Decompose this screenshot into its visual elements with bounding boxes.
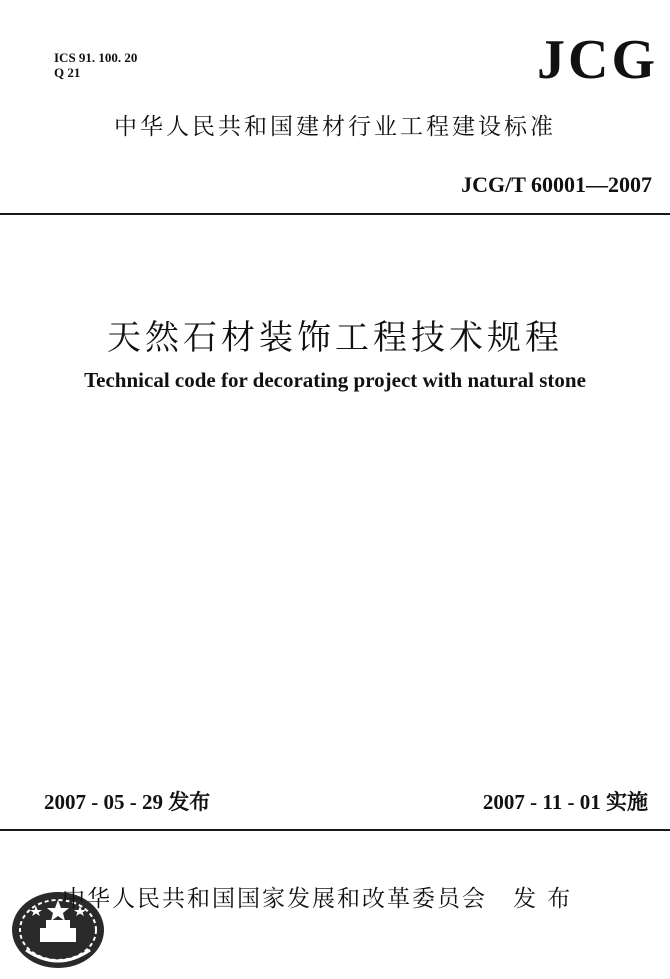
issuer-action: 发 布 [513,886,573,912]
standard-category: 中华人民共和国建材行业工程建设标准 [114,114,556,140]
issue-label: 发布 [168,790,211,814]
brand-logo: JCG [537,29,658,91]
effective-date-block [483,786,648,816]
title-chinese: 天然石材装饰工程技术规程 [107,318,563,358]
effective-label: 实施 [606,790,648,814]
issue-date-block [44,786,210,816]
issuer-line [62,880,572,913]
classification-code: Q 21 [54,65,81,80]
title-english: Technical code for decorating project with natural stone [84,368,586,392]
standard-code: JCG/T 60001—2007 [461,172,652,197]
issue-date: 2007 - 05 - 29 [44,790,163,814]
effective-date: 2007 - 11 - 01 [482,790,601,814]
ics-block [54,50,137,80]
issuer-name: 中华人民共和国国家发展和改革委员会 [62,886,487,912]
ics-number: ICS 91. 100. 20 [54,50,138,65]
top-divider [0,213,670,215]
bottom-divider [0,829,670,831]
